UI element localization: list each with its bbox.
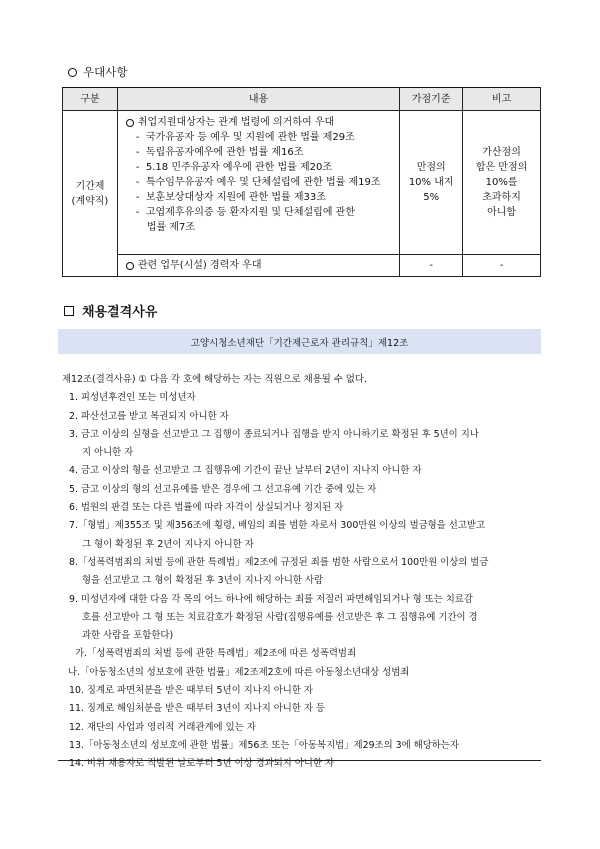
note-line: 10%를 [485, 177, 518, 188]
list-item-continuation: 호를 선고받아 그 형 또는 치료감호가 확정된 사람(집행유예를 선고받은 후 그 집행유예 기간이 경 [82, 611, 478, 623]
list-item: 1. 피성년후견인 또는 미성년자 [69, 392, 196, 404]
list-item: 12. 재단의 사업과 영리적 거래관계에 있는 자 [69, 721, 256, 733]
table-row [63, 111, 541, 255]
note-line: 아니함 [487, 207, 517, 218]
category-line: 기간제 [75, 180, 105, 192]
regulation-banner: 고양시청소년재단「기간제근로자 관리규칙」제12조 [58, 329, 541, 354]
note-line: 가산점의 [482, 147, 521, 158]
header-category: 구분 [63, 88, 118, 111]
section-heading-preferences [68, 64, 127, 80]
section-title: 채용결격사유 [82, 305, 158, 320]
sub-list-item: - 보훈보상대상자 지원에 관한 법률 제33조 [135, 192, 326, 203]
header-note: 비고 [463, 88, 541, 111]
article-intro: 제12조(결격사유) ① 다음 각 호에 해당하는 자는 직원으로 채용될 수 없다. [62, 374, 367, 385]
list-item: 7.「형법」제355조 및 제356조에 횡령, 배임의 죄를 범한 자로서 300만원 이상의 벌금형을 선고받고 [69, 520, 485, 532]
points-line: 만점의 [416, 162, 446, 173]
sub-item-text: 독립유공자예우에 관한 법률 제16조 [145, 147, 304, 158]
list-item: 8.「성폭력범죄의 처벌 등에 관한 특례법」제2조에 규정된 죄를 범한 사람으로서 100만원 이상의 벌금 [69, 556, 489, 568]
list-item-continuation: 형을 선고받고 그 형이 확정된 후 3년이 지나지 아니한 사람 [82, 575, 324, 587]
circle-bullet-icon [126, 262, 134, 270]
square-bullet-icon [64, 306, 74, 316]
list-item [126, 258, 393, 273]
section-heading-disqualifications [64, 301, 157, 320]
list-item: 9. 미성년자에 대한 다음 각 목의 어느 하나에 해당하는 죄를 저질러 파면해임되거나 형 또는 치료감 [69, 593, 473, 605]
sub-list-item: - 5.18 민주유공자 예우에 관한 법률 제20조 [135, 162, 333, 173]
list-item-continuation: 지 아니한 자 [82, 447, 134, 459]
sub-list-item: - 국가유공자 등 예우 및 지원에 관한 법률 제29조 [135, 132, 355, 143]
list-item: 10. 징계로 파면처분을 받은 때부터 5년이 지나지 아니한 자 [69, 685, 313, 697]
bottom-divider [58, 760, 541, 761]
note-cell [463, 111, 541, 255]
sub-item-continuation: 법률 제7조 [146, 222, 196, 233]
content-cell [117, 111, 399, 255]
sub-list-item: - 독립유공자예우에 관한 법률 제16조 [135, 147, 304, 158]
list-item: 4. 금고 이상의 형을 선고받고 그 집행유예 기간이 끝난 날부터 2년이 지나지 아니한 자 [69, 465, 422, 477]
list-item [126, 115, 393, 130]
article-body [62, 371, 552, 774]
main-item-text: 취업지원대상자는 관계 법령에 의거하여 우대 [137, 117, 335, 128]
note-cell: - [463, 255, 541, 277]
sub-item-text: 국가유공자 등 예우 및 지원에 관한 법률 제29조 [145, 132, 355, 143]
sub-list-item: 가.「성폭력범죄의 처벌 등에 관한 특례법」제2조에 따른 성폭력범죄 [75, 648, 357, 660]
sub-list-item: 나.「아동청소년의 성보호에 관한 법률」제2조제2호에 따른 아동청소년대상 성범죄 [68, 666, 410, 678]
list-item: 3. 금고 이상의 실형을 선고받고 그 집행이 종료되거나 집행을 받지 아니하기로 확정된 후 5년이 지나 [69, 428, 479, 440]
list-item-continuation: 그 형이 확정된 후 2년이 지나지 아니한 자 [82, 538, 254, 550]
list-item: 5. 금고 이상의 형의 선고유예를 받은 경우에 그 선고유예 기간 중에 있는 자 [69, 483, 377, 495]
content-cell [117, 255, 399, 277]
sub-item-text: 보훈보상대상자 지원에 관한 법률 제33조 [145, 192, 326, 203]
points-line: 10% 내지 [408, 177, 454, 188]
points-line: 5% [423, 192, 440, 203]
item-text: 관련 업무(시설) 경력자 우대 [137, 260, 262, 271]
sub-item-text: 5.18 민주유공자 예우에 관한 법률 제20조 [145, 162, 333, 173]
points-cell [400, 111, 463, 255]
section-title: 우대사항 [83, 65, 128, 79]
preference-table [62, 87, 541, 277]
sub-list-item: - 특수임무유공자 예우 및 단체설립에 관한 법률 제19조 [135, 177, 381, 188]
category-cell [63, 111, 118, 277]
sub-item-text: 고엽제후유의증 등 환자지원 및 단체설립에 관한 [145, 207, 355, 218]
list-item: 11. 징계로 해임처분을 받은 때부터 3년이 지나지 아니한 자 등 [69, 703, 325, 715]
points-cell: - [400, 255, 463, 277]
list-item: 6. 법원의 판결 또는 다른 법률에 따라 자격이 상실되거나 정지된 자 [69, 502, 344, 514]
note-line: 초과하지 [482, 192, 521, 203]
header-points: 가점기준 [400, 88, 463, 111]
table-header-row [63, 88, 541, 111]
sub-list-item: - 고엽제후유의증 등 환자지원 및 단체설립에 관한 [135, 207, 355, 218]
note-line: 합은 만점의 [475, 162, 528, 173]
list-item-continuation: 과한 사람을 포함한다) [82, 630, 174, 642]
circle-bullet-icon [68, 68, 77, 77]
list-item: 13.「아동청소년의 성보호에 관한 법률」제56조 또는「아동복지법」제29조의 3에 해당하는자 [69, 739, 459, 751]
sub-item-text: 특수임무유공자 예우 및 단체설립에 관한 법률 제19조 [145, 177, 381, 188]
list-item: 14. 비위 채용자로 적발된 날로부터 5년 이상 경과되지 아니한 자 [69, 758, 335, 770]
header-content: 내용 [117, 88, 399, 111]
list-item: 2. 파산선고를 받고 복권되지 아니한 자 [69, 410, 229, 422]
table-row [63, 255, 541, 277]
category-line: (계약직) [71, 195, 109, 207]
circle-bullet-icon [126, 119, 134, 127]
